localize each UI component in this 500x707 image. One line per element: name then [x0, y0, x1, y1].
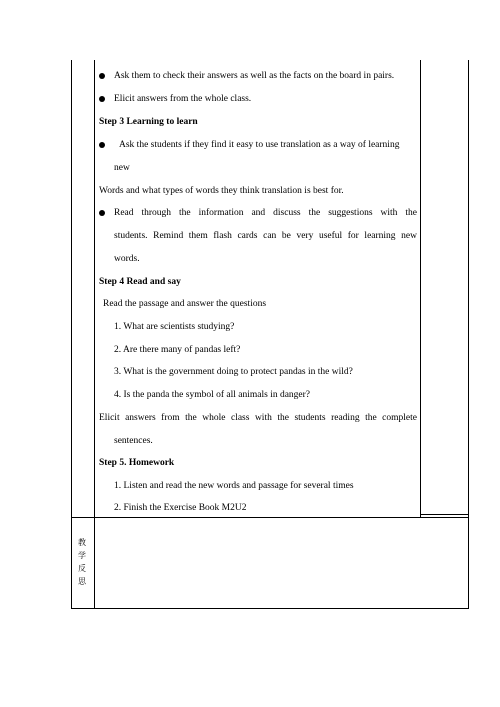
table-right-border	[468, 60, 469, 609]
bullet-text: Elicit answers from the whole class.	[114, 94, 252, 104]
paragraph-continued: sentences.	[114, 436, 153, 446]
label-char: 教	[78, 538, 86, 547]
table-row-divider	[71, 517, 469, 518]
label-char: 学	[78, 551, 86, 560]
paragraph: Read the passage and answer the questions	[103, 299, 267, 309]
bullet-text: Ask them to check their answers as well as the facts on the board in pairs.	[114, 71, 395, 81]
homework-item: 1. Listen and read the new words and passage for several times	[114, 481, 354, 491]
table-inner-col-divider	[420, 60, 421, 517]
question-item: 3. What is the government doing to protect pandas in the wild?	[114, 367, 353, 377]
bullet-text: Read through the information and discuss the suggestions with the	[114, 208, 417, 218]
paragraph: Elicit answers from the whole class with the students reading the complete	[99, 413, 417, 423]
question-item: 4. Is the panda the symbol of all animals in danger?	[114, 390, 311, 400]
step-heading: Step 4 Read and say	[99, 277, 181, 287]
table-col-divider	[94, 60, 95, 609]
step-heading: Step 3 Learning to learn	[99, 117, 198, 127]
bullet-icon	[99, 73, 105, 79]
paragraph: Words and what types of words they think translation is best for.	[99, 186, 344, 196]
table-bottom-border	[71, 608, 469, 609]
step-heading: Step 5. Homework	[99, 458, 175, 468]
bullet-text: Ask the students if they find it easy to use translation as a way of learning	[119, 140, 400, 150]
bullet-icon	[99, 96, 105, 102]
label-char: 思	[78, 577, 86, 586]
bullet-text-continued: students. Remind them flash cards can be very useful for learning new	[114, 231, 417, 241]
table-left-border	[71, 60, 72, 609]
inner-cell-bottom	[420, 514, 469, 515]
bullet-text-continued: new	[114, 163, 130, 173]
question-item: 1. What are scientists studying?	[114, 322, 235, 332]
bullet-text-continued: words.	[114, 254, 140, 264]
bullet-icon	[99, 142, 105, 148]
reflection-label	[76, 536, 88, 588]
bullet-icon	[99, 210, 105, 216]
question-item: 2. Are there many of pandas left?	[114, 345, 241, 355]
homework-item: 2. Finish the Exercise Book M2U2	[114, 503, 247, 513]
label-char: 反	[78, 564, 86, 573]
